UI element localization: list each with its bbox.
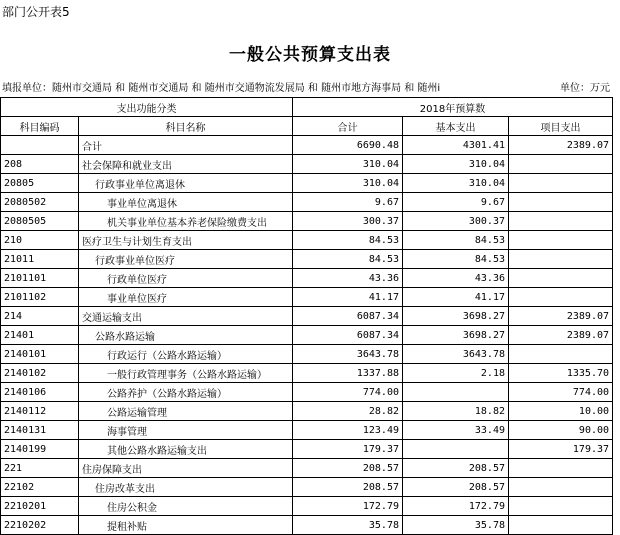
row-project [509, 174, 613, 193]
row-project: 2389.07 [509, 136, 613, 155]
row-name: 机关事业单位基本养老保险缴费支出 [79, 212, 293, 231]
row-basic: 84.53 [403, 250, 509, 269]
table-row [1, 364, 613, 383]
row-code: 2140101 [1, 345, 79, 364]
header-project: 项目支出 [509, 117, 613, 136]
row-project [509, 212, 613, 231]
table-row [1, 155, 613, 174]
row-total: 123.49 [293, 421, 403, 440]
row-code: 208 [1, 155, 79, 174]
table-row [1, 269, 613, 288]
row-project [509, 269, 613, 288]
row-basic: 300.37 [403, 212, 509, 231]
row-name: 行政运行（公路水路运输） [79, 345, 293, 364]
row-project: 179.37 [509, 440, 613, 459]
header-code: 科目编码 [1, 117, 79, 136]
row-basic: 4301.41 [403, 136, 509, 155]
row-name: 住房保障支出 [79, 459, 293, 478]
table-row [1, 478, 613, 497]
page-title: 一般公共预算支出表 [229, 45, 391, 65]
row-name: 行政事业单位医疗 [79, 250, 293, 269]
row-project [509, 231, 613, 250]
row-project: 2389.07 [509, 307, 613, 326]
row-name: 行政事业单位离退休 [79, 174, 293, 193]
row-basic: 310.04 [403, 174, 509, 193]
table-row [1, 345, 613, 364]
row-basic: 18.82 [403, 402, 509, 421]
row-name: 一般行政管理事务（公路水路运输） [79, 364, 293, 383]
row-total: 1337.88 [293, 364, 403, 383]
table-row [1, 250, 613, 269]
row-name: 行政单位医疗 [79, 269, 293, 288]
row-name: 事业单位医疗 [79, 288, 293, 307]
row-total: 300.37 [293, 212, 403, 231]
row-name: 住房改革支出 [79, 478, 293, 497]
table-row [1, 440, 613, 459]
row-name: 公路养护（公路水路运输） [79, 383, 293, 402]
row-code: 2140112 [1, 402, 79, 421]
table-row [1, 516, 613, 535]
table-row [1, 307, 613, 326]
row-code: 2101102 [1, 288, 79, 307]
row-project [509, 516, 613, 535]
table-row [1, 326, 613, 345]
row-basic: 3698.27 [403, 326, 509, 345]
row-code: 214 [1, 307, 79, 326]
row-code: 2140102 [1, 364, 79, 383]
row-basic [403, 440, 509, 459]
row-code: 2101101 [1, 269, 79, 288]
row-total: 172.79 [293, 497, 403, 516]
table-row [1, 174, 613, 193]
header-name: 科目名称 [79, 117, 293, 136]
row-code: 21011 [1, 250, 79, 269]
row-name: 事业单位离退休 [79, 193, 293, 212]
row-total: 28.82 [293, 402, 403, 421]
row-code: 2140106 [1, 383, 79, 402]
row-project: 1335.70 [509, 364, 613, 383]
row-project [509, 345, 613, 364]
row-code: 2210202 [1, 516, 79, 535]
table-row [1, 459, 613, 478]
row-code: 2140199 [1, 440, 79, 459]
row-basic: 41.17 [403, 288, 509, 307]
table-row [1, 402, 613, 421]
table-row [1, 421, 613, 440]
header-function-classification: 支出功能分类 [1, 98, 293, 117]
table-row [1, 497, 613, 516]
row-basic: 33.49 [403, 421, 509, 440]
row-code [1, 136, 79, 155]
row-total: 774.00 [293, 383, 403, 402]
row-name: 提租补贴 [79, 516, 293, 535]
row-code: 2080502 [1, 193, 79, 212]
row-code: 221 [1, 459, 79, 478]
row-total: 6087.34 [293, 307, 403, 326]
row-total: 208.57 [293, 478, 403, 497]
unit-label: 单位：万元 [560, 83, 610, 94]
row-total: 6690.48 [293, 136, 403, 155]
table-row [1, 231, 613, 250]
row-project [509, 497, 613, 516]
row-total: 84.53 [293, 231, 403, 250]
row-name: 合计 [79, 136, 293, 155]
row-project [509, 250, 613, 269]
row-total: 3643.78 [293, 345, 403, 364]
row-name: 住房公积金 [79, 497, 293, 516]
budget-expenditure-table [0, 97, 613, 535]
row-basic: 208.57 [403, 459, 509, 478]
row-code: 2080505 [1, 212, 79, 231]
filing-unit: 填报单位：随州市交通局 和 随州市交通局 和 随州市交通物流发展局 和 随州市地方海事局 和 随州i [2, 83, 441, 94]
row-name: 医疗卫生与计划生育支出 [79, 231, 293, 250]
row-code: 21401 [1, 326, 79, 345]
row-basic: 84.53 [403, 231, 509, 250]
row-code: 22102 [1, 478, 79, 497]
row-basic: 9.67 [403, 193, 509, 212]
row-name: 公路水路运输 [79, 326, 293, 345]
row-name: 海事管理 [79, 421, 293, 440]
row-basic: 310.04 [403, 155, 509, 174]
row-project: 2389.07 [509, 326, 613, 345]
table-row [1, 212, 613, 231]
row-project: 774.00 [509, 383, 613, 402]
row-name: 公路运输管理 [79, 402, 293, 421]
row-total: 6087.34 [293, 326, 403, 345]
row-project [509, 288, 613, 307]
row-total: 35.78 [293, 516, 403, 535]
row-project [509, 478, 613, 497]
row-total: 43.36 [293, 269, 403, 288]
header-total: 合计 [293, 117, 403, 136]
row-project [509, 193, 613, 212]
row-total: 41.17 [293, 288, 403, 307]
row-project [509, 459, 613, 478]
row-total: 84.53 [293, 250, 403, 269]
row-name: 社会保障和就业支出 [79, 155, 293, 174]
row-total: 179.37 [293, 440, 403, 459]
header-basic: 基本支出 [403, 117, 509, 136]
row-basic: 208.57 [403, 478, 509, 497]
table-row [1, 193, 613, 212]
header-budget-2018: 2018年预算数 [293, 98, 613, 117]
row-basic: 172.79 [403, 497, 509, 516]
table-row [1, 288, 613, 307]
table-row [1, 136, 613, 155]
row-basic: 3698.27 [403, 307, 509, 326]
row-code: 2210201 [1, 497, 79, 516]
row-total: 310.04 [293, 155, 403, 174]
row-code: 210 [1, 231, 79, 250]
row-code: 20805 [1, 174, 79, 193]
row-name: 交通运输支出 [79, 307, 293, 326]
row-basic: 2.18 [403, 364, 509, 383]
row-basic: 3643.78 [403, 345, 509, 364]
table-number-label: 部门公开表5 [2, 5, 70, 19]
row-basic [403, 383, 509, 402]
row-basic: 35.78 [403, 516, 509, 535]
row-project: 10.00 [509, 402, 613, 421]
row-project [509, 155, 613, 174]
row-name: 其他公路水路运输支出 [79, 440, 293, 459]
table-row [1, 383, 613, 402]
row-code: 2140131 [1, 421, 79, 440]
row-project: 90.00 [509, 421, 613, 440]
row-total: 9.67 [293, 193, 403, 212]
row-total: 310.04 [293, 174, 403, 193]
row-basic: 43.36 [403, 269, 509, 288]
row-total: 208.57 [293, 459, 403, 478]
